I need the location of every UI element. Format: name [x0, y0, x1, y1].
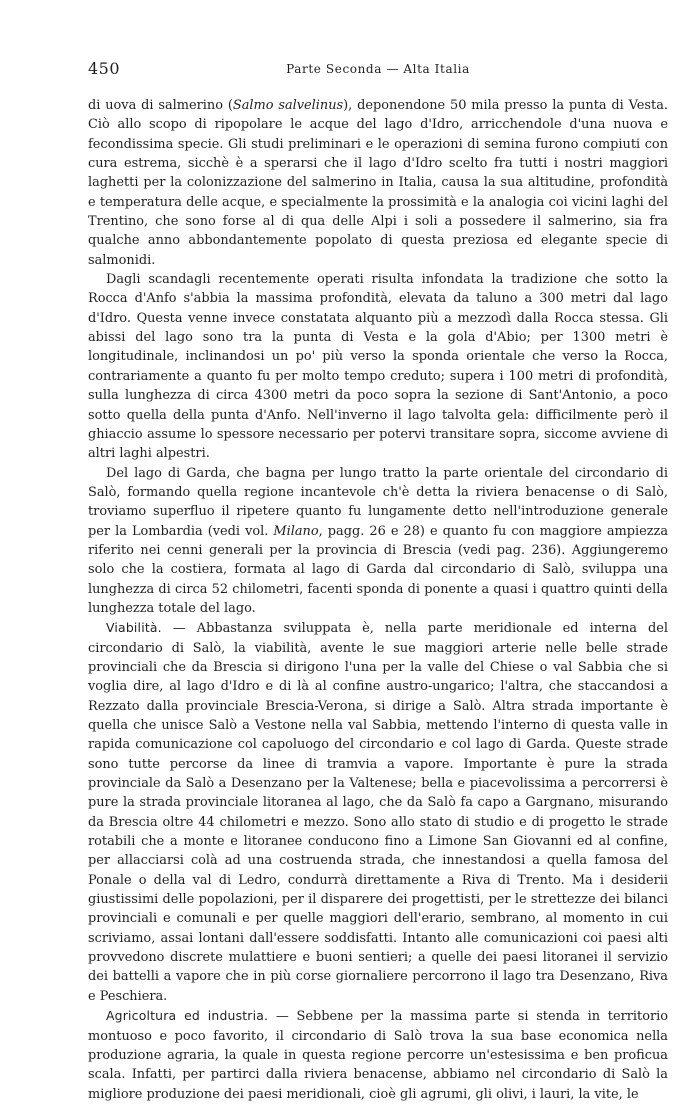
paragraph-text: di uova di salmerino ( — [88, 98, 233, 113]
section-heading-agricoltura: Agricoltura ed industria. — [106, 1008, 269, 1024]
paragraph-salmerino — [88, 96, 668, 270]
book-page — [88, 56, 668, 1104]
paragraph-text: — Sebbene per la massima parte si stenda in territorio montuoso e poco favorito, il circondario di Salò trova la sua base economica nella produzione agraria, la quale in questa regione percorre un'estesissima e ben proficua scala. Infatti, per partirci dalla riviera benacense, abbiamo nel circondario di Salò la migliore produzione dei paesi meridionali, cioè gli agrumi, gli olivi, i lauri, la vite, le — [88, 1009, 669, 1102]
page-header — [88, 56, 668, 82]
section-heading-viabilita: Viabilità. — [106, 620, 162, 636]
species-name: Salmo salvelinus — [232, 98, 344, 113]
paragraph-text: Del lago di Garda, che bagna per lungo tratto la parte orientale del circondario di Salò, formando quella regione incantevole ch'è detta la riviera benacense o di Salò, troviamo superfluo il ripetere quanto fu lungamente detto nell'introduzione generale per la Lombardia (vedi vol. — [88, 465, 668, 539]
paragraph-viabilita — [88, 618, 668, 1006]
page-number: 450 — [88, 59, 121, 78]
volume-title: Milano — [273, 523, 319, 539]
paragraph-text: , pagg. 26 e 28) e quanto fu con maggiore ampiezza riferito nei cenni generali per la provincia di Brescia (vedi pag. 236). Aggiungeremo solo che la costiera, formata al lago di Garda dal circondario di Salò, sviluppa una lunghezza di circa 52 chilometri, facenti sponda di ponente a quasi i quattro quinti della lunghezza totale del lago. — [88, 523, 669, 616]
paragraph-agricoltura — [88, 1006, 668, 1104]
running-head: Parte Seconda — Alta Italia — [286, 62, 470, 76]
paragraph-text: ), deponendone 50 mila presso la punta di Vesta. Ciò allo scopo di ripopolare le acque del lago d'Idro, arricchendole d'una nuova e fecondissima specie. Gli studi preliminari e le operazioni di semina furono compiuti con cura estrema, sicchè è a sperarsi che il lago d'Idro scelto fra tutti i nostri maggiori laghetti per la colonizzazione del salmerino in Italia, causa la sua altitudine, profondità e temperatura delle acque, e specialmente la prossimità e la analogia coi vicini laghi del Trentino, che sono forse al di qua delle Alpi i soli a possedere il salmerino, sia fra qualche anno abbondantemente popolato di questa preziosa ed elegante specie di salmonidi. — [88, 98, 668, 268]
paragraph-text: — Abbastanza sviluppata è, nella parte meridionale ed interna del circondario di Salò, la viabilità, avente le sue maggiori arterie nelle belle strade provinciali che da Brescia si dirigono l'una per la valle del Chiese o val Sabbia che si voglia dire, al lago d'Idro e di là al confine austro-ungarico; l'altra, che staccandosi a Rezzato dalla provinciale Brescia-Verona, si dirige a Salò. Altra strada importante è quella che unisce Salò a Vestone nella val Sabbia, mettendo l'interno di questa valle in rapida comunicazione col capoluogo del circondario e col lago di Garda. Queste strade sono tutte percorse da linee di tramvia a vapore. Importante è pure la strada provinciale da Salò a Desenzano per la Valtenese; bella e piacevolissima a percorrersi è pure la strada provinciale litoranea al lago, che da Salò fa capo a Gargnano, misurando da Brescia oltre 44 chilometri e mezzo. Sono allo stato di studio e di progetto le strade rotabili che a monte e litoranee conducono fino a Limone San Giovanni ed al confine, per allacciarsi colà ad una costruenda strada, che innestandosi a quella famosa del Ponale o della val di Ledro, condurrà direttamente a Riva di Trento. Ma i desiderii giustissimi delle popolazioni, per il disparere dei progettisti, per le strettezze dei bilanci provinciali e comunali e per quelle maggiori dell'erario, sembrano, al momento in cui scriviamo, assai lontani dall'essere soddisfatti. Intanto alle comunicazioni coi paesi alti provvedono discrete mulattiere e buoni sentieri; a quelle dei paesi litoranei il servizio dei battelli a vapore che in più corse giornaliere percorrono il lago tra Desenzano, Riva e Peschiera. — [88, 621, 668, 1004]
paragraph-lago-garda — [88, 464, 668, 619]
paragraph-depth: Dagli scandagli recentemente operati risulta infondata la tradizione che sotto la Rocca d'Anfo s'abbia la massima profondità, elevata da taluno a 300 metri dal lago d'Idro. Questa venne invece constatata alquanto più a mezzodì dalla Rocca stessa. Gli abissi del lago sono tra la punta di Vesta e la gola d'Abio; per 1300 metri è longitudinale, inclinandosi un po' più verso la sponda orientale che verso la Rocca, contrariamente a quanto fu per molto tempo creduto; supera i 100 metri di profondità, sulla lunghezza di circa 4300 metri da poco sopra la sezione di Sant'Antonio, a poco sotto quella della punta d'Anfo. Nell'inverno il lago talvolta gela: difficilmente però il ghiaccio assume lo spessore necessario per potervi transitare sopra, siccome avviene di altri laghi alpestri. — [88, 272, 668, 462]
